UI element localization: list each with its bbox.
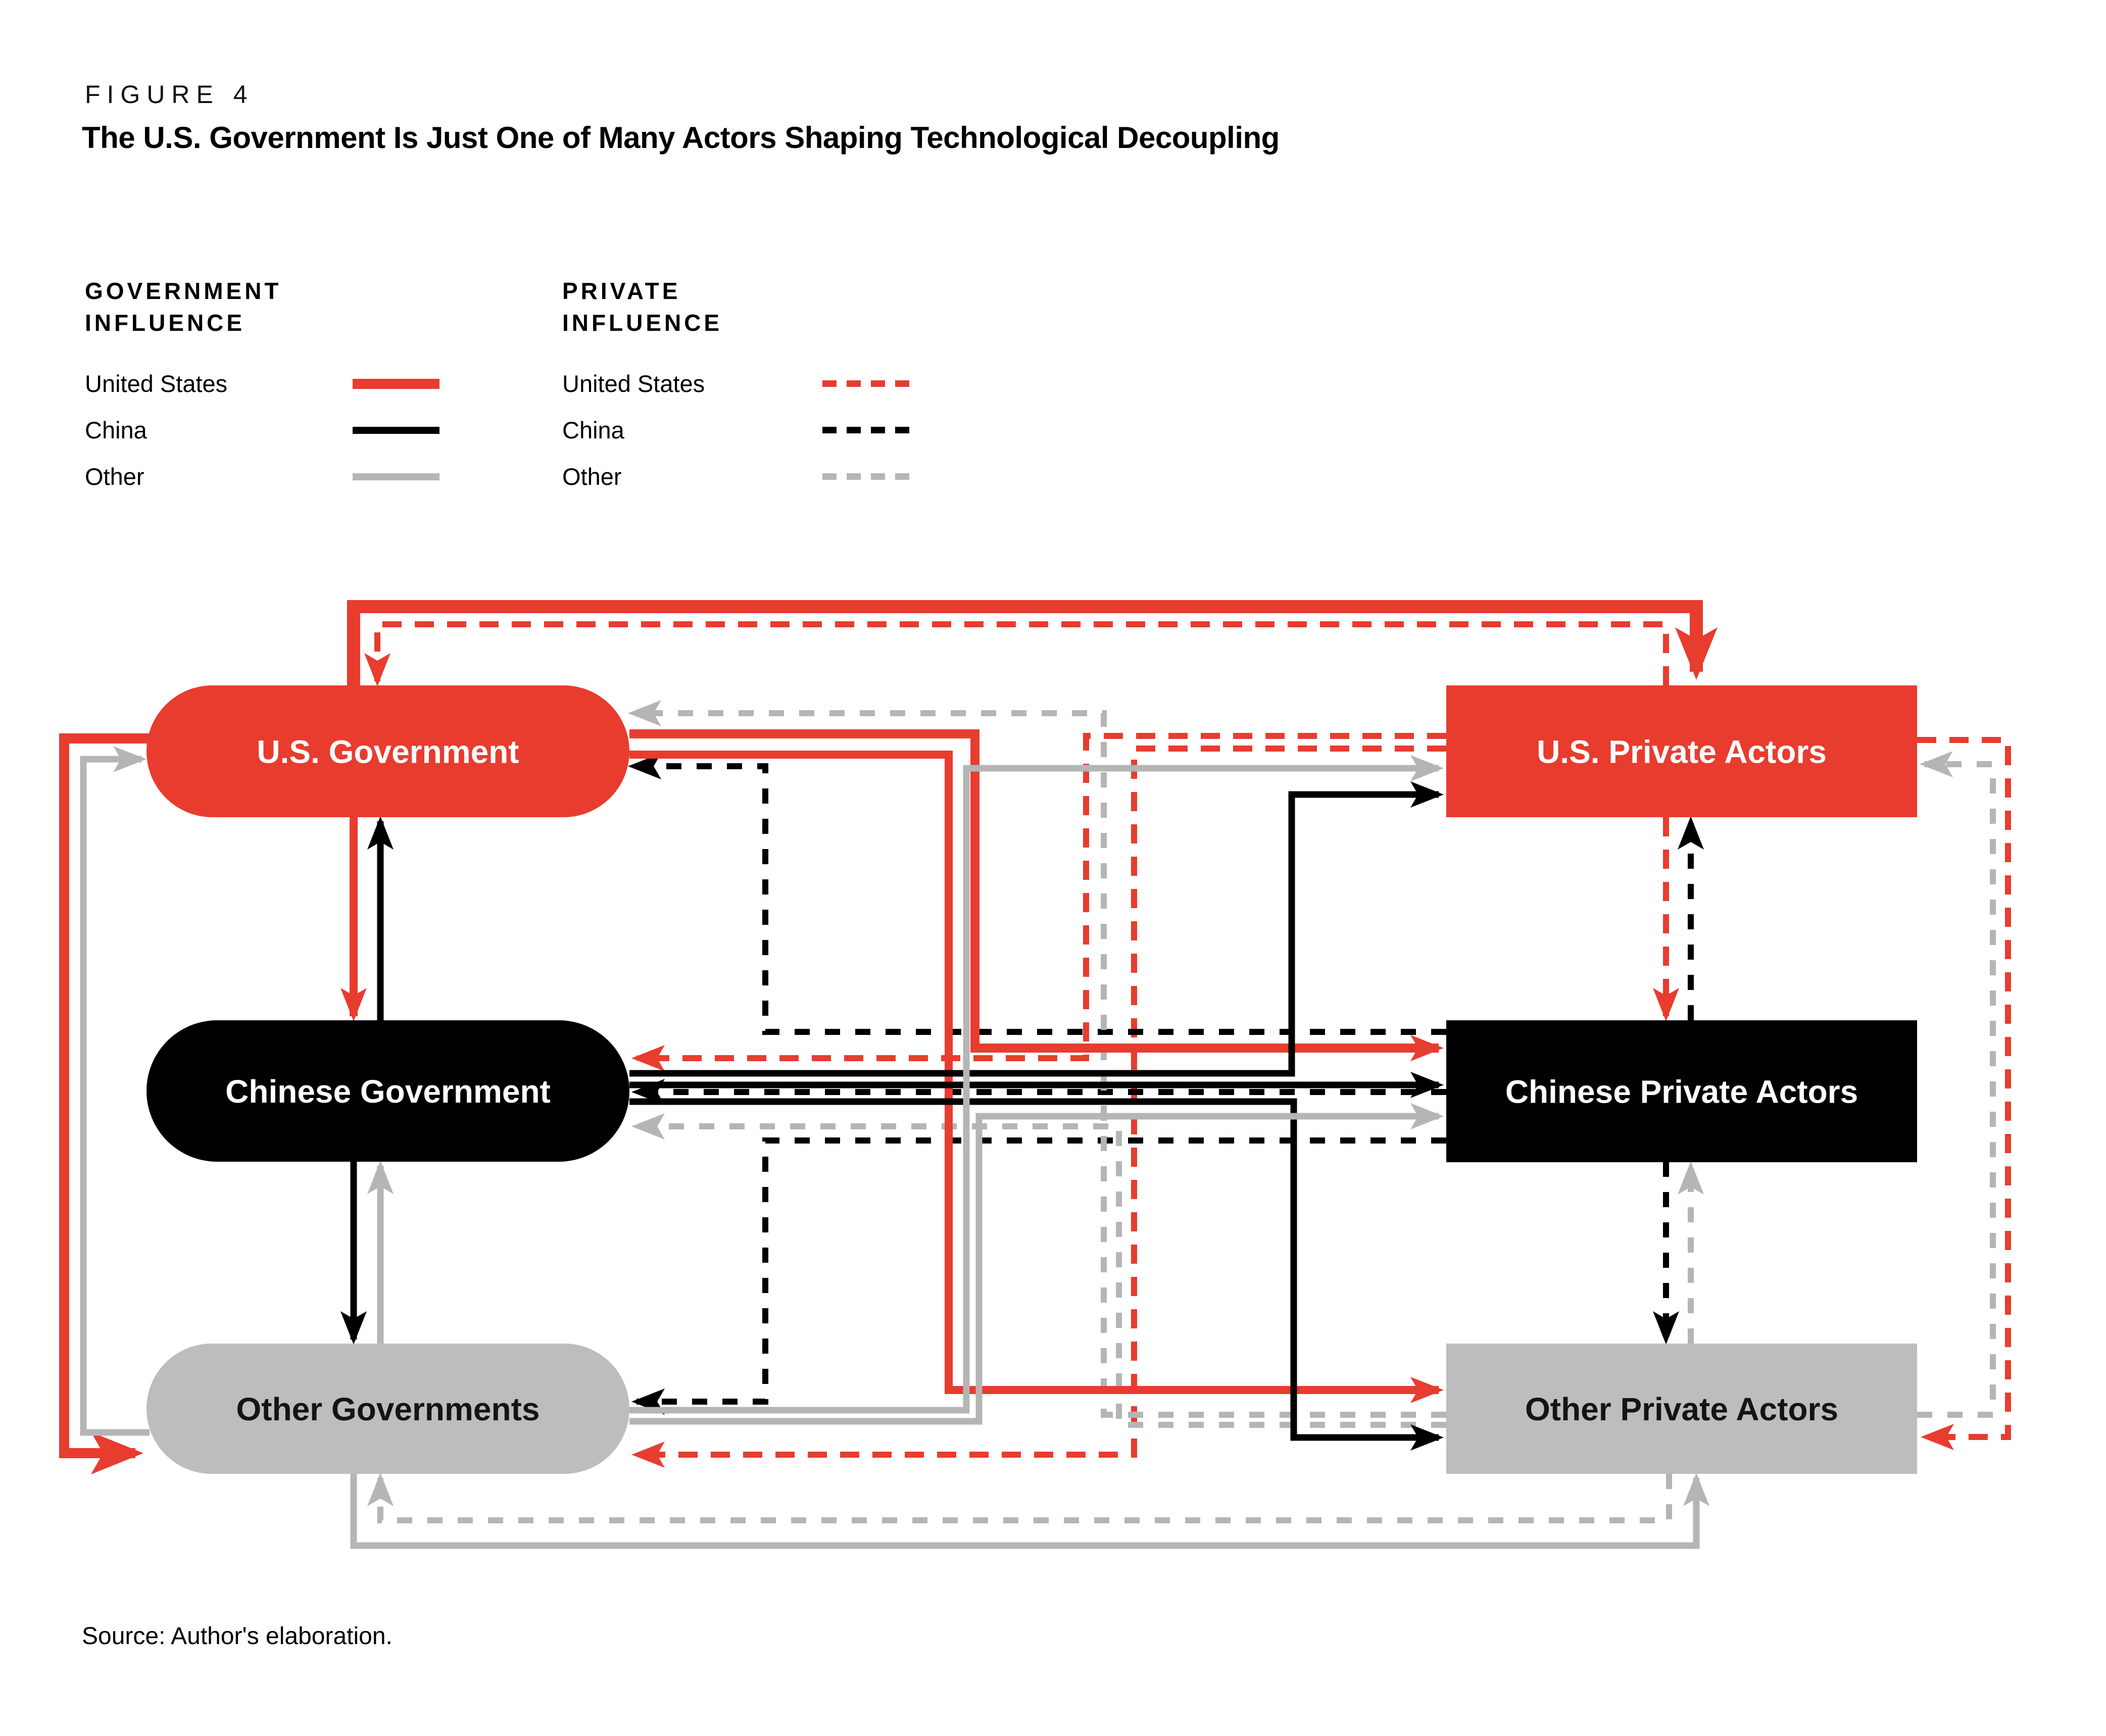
edge-usp-usg (377, 624, 1666, 685)
legend-item-united-states (85, 361, 555, 407)
legend-item-label: United States (562, 370, 705, 398)
edge-usg-cp (629, 734, 1439, 1048)
legend-heading-private: PRIVATE INFLUENCE (562, 278, 723, 336)
legend-items-private (562, 361, 1007, 500)
edge-op-usg (633, 713, 1446, 1415)
edge-og-op (354, 1474, 1696, 1546)
legend-item-label: Other (85, 463, 144, 490)
legend-item-other (85, 454, 555, 500)
legend-item-other (562, 454, 1007, 500)
edge-cp-usg (633, 766, 1446, 1032)
legend-column-private (562, 275, 1007, 500)
legend-item-united-states (562, 361, 1007, 407)
legend-heading-government: GOVERNMENT INFLUENCE (85, 278, 282, 336)
legend-item-label: Other (562, 463, 622, 490)
source-note: Source: Author's elaboration. (82, 1623, 393, 1650)
edge-cp-og (636, 1140, 1446, 1402)
dashed-line-swatch (822, 473, 909, 480)
page-title: The U.S. Government Is Just One of Many Actors Shaping Technological Decoupling (82, 121, 1280, 155)
legend-item-china (562, 407, 1007, 454)
edge-og-usg (83, 759, 150, 1432)
legend-item-china (85, 407, 555, 454)
dashed-line-swatch (822, 380, 909, 387)
node-cg-label: Chinese Government (225, 1073, 551, 1110)
node-cp-label: Chinese Private Actors (1505, 1073, 1858, 1110)
legend-column-government (85, 275, 555, 500)
edge-op-og (380, 1474, 1669, 1520)
dashed-line-swatch (822, 427, 909, 433)
node-og-label: Other Governments (236, 1391, 540, 1428)
figure-eyebrow: FIGURE 4 (85, 80, 254, 109)
legend-items-government (85, 361, 555, 500)
edge-op-usp (1917, 764, 1993, 1415)
nodes-layer (146, 685, 1917, 1474)
edge-og-cp (629, 1116, 1439, 1421)
node-usg-label: U.S. Government (257, 733, 519, 770)
edge-usg-usp (354, 607, 1696, 685)
edge-usg-og (64, 738, 150, 1453)
edge-usp-cg (636, 736, 1446, 1058)
legend-item-label: China (562, 417, 624, 444)
legend-item-label: United States (85, 370, 228, 398)
node-op-label: Other Private Actors (1525, 1391, 1839, 1428)
solid-line-swatch (353, 427, 439, 434)
solid-line-swatch (353, 379, 439, 389)
legend-item-label: China (85, 417, 147, 444)
solid-line-swatch (353, 473, 439, 480)
edge-op-cg (636, 1126, 1446, 1425)
node-usp-label: U.S. Private Actors (1537, 733, 1827, 770)
